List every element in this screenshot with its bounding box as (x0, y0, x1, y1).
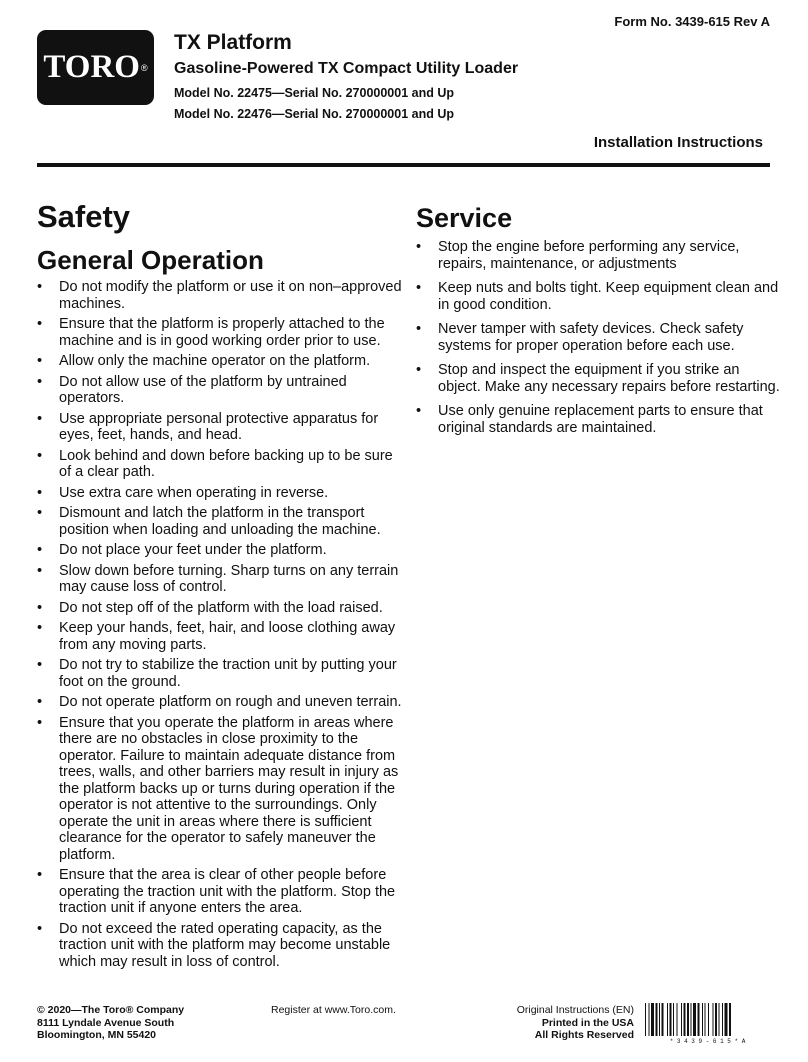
company-address (37, 1004, 184, 1042)
barcode-bar (670, 1003, 672, 1036)
model-line: Model No. 22475—Serial No. 270000001 and Up (174, 86, 454, 100)
barcode-bar (684, 1003, 686, 1036)
list-item: • Keep your hands, feet, hair, and loose clothing away from any moving parts. (36, 620, 406, 653)
barcode (645, 1003, 770, 1044)
general-operation-heading: General Operation (37, 245, 264, 275)
barcode-bar (691, 1003, 692, 1036)
list-item: • Allow only the machine operator on the platform. (36, 353, 406, 370)
service-heading: Service (416, 203, 513, 233)
address-line: Bloomington, MN 55420 (37, 1029, 157, 1041)
barcode-bar (702, 1003, 703, 1036)
list-item: • Ensure that you operate the platform in areas where there are no obstacles in close proximity to the operator. Failure to maintain adequate distance from trees, walls, and other barriers may result in injury as the platform backs up or turns during operation if the operator is not attentive to the surroundings. Only operate the unit in areas where there is sufficient clearance for the operator to safely maneuver the platform. (36, 715, 406, 864)
list-item: • Do not exceed the rated operating capacity, as the traction unit with the platform may become unstable which may result in loss of control. (36, 921, 406, 971)
printed-in: Printed in the USA (541, 1016, 634, 1029)
barcode-bar (719, 1003, 720, 1036)
list-item: • Stop and inspect the equipment if you strike an object. Make any necessary repairs before restarting. (415, 362, 780, 395)
model-line: Model No. 22476—Serial No. 270000001 and Up (174, 107, 454, 121)
list-item: • Slow down before turning. Sharp turns on any terrain may cause loss of control. (36, 563, 406, 596)
register-link: Register at www.Toro.com. (271, 1004, 396, 1016)
barcode-bar (715, 1003, 717, 1036)
barcode-bar (645, 1003, 646, 1036)
barcode-bar (698, 1003, 700, 1036)
address-line: 8111 Lyndale Avenue South (37, 1016, 175, 1029)
list-item: • Stop the engine before performing any service, repairs, maintenance, or adjustments (415, 239, 780, 272)
service-list (415, 239, 780, 444)
list-item: • Never tamper with safety devices. Check safety systems for proper operation before each use. (415, 321, 780, 354)
registered-mark: ® (140, 62, 148, 73)
barcode-bar (656, 1003, 658, 1036)
list-item: • Do not step off of the platform with the load raised. (36, 600, 406, 617)
barcode-bar (667, 1003, 668, 1036)
list-item: • Use appropriate personal protective apparatus for eyes, feet, hands, and head. (36, 411, 406, 444)
product-title: TX Platform (174, 31, 292, 54)
barcode-bar (725, 1003, 728, 1036)
copyright: © 2020—The Toro® Company (37, 1004, 185, 1016)
document-type: Installation Instructions (593, 134, 763, 151)
barcode-bar (687, 1003, 689, 1036)
barcode-text: * 3 4 3 9 - 6 1 5 * A (669, 1038, 746, 1044)
barcode-bar (681, 1003, 682, 1036)
form-number: Form No. 3439-615 Rev A (614, 14, 770, 29)
list-item: • Look behind and down before backing up to be sure of a clear path. (36, 448, 406, 481)
print-info (505, 1004, 634, 1042)
list-item: • Keep nuts and bolts tight. Keep equipment clean and in good condition. (415, 280, 780, 313)
barcode-bar (649, 1003, 650, 1036)
general-operation-list (36, 279, 406, 974)
list-item: • Ensure that the area is clear of other people before operating the traction unit with the platform. Stop the traction unit if anyone enters the area. (36, 867, 406, 917)
list-item: • Dismount and latch the platform in the transport position when loading and unloading the machine. (36, 505, 406, 538)
toro-logo (37, 30, 154, 105)
barcode-bar (677, 1003, 678, 1036)
list-item: • Do not try to stabilize the traction unit by putting your foot on the ground. (36, 657, 406, 690)
list-item: • Do not modify the platform or use it on non–approved machines. (36, 279, 406, 312)
barcode-bar (708, 1003, 709, 1036)
barcode-bar (722, 1003, 723, 1036)
header-divider (37, 163, 770, 167)
original-instructions: Original Instructions (EN) (516, 1004, 634, 1016)
list-item: • Do not allow use of the platform by untrained operators. (36, 374, 406, 407)
barcode-bar (729, 1003, 731, 1036)
barcode-bar (693, 1003, 696, 1036)
barcode-bar (662, 1003, 664, 1036)
list-item: • Ensure that the platform is properly attached to the machine and is in good working order prior to use. (36, 316, 406, 349)
list-item: • Do not operate platform on rough and uneven terrain. (36, 694, 406, 711)
logo-text: TORO (43, 49, 140, 85)
list-item: • Use extra care when operating in reverse. (36, 485, 406, 502)
product-subtitle: Gasoline-Powered TX Compact Utility Loader (174, 60, 519, 77)
rights: All Rights Reserved (534, 1029, 634, 1041)
list-item: • Do not place your feet under the platform. (36, 542, 406, 559)
barcode-bar (659, 1003, 660, 1036)
barcode-bar (713, 1003, 714, 1036)
list-item: • Use only genuine replacement parts to ensure that original standards are maintained. (415, 403, 780, 436)
safety-heading: Safety (37, 199, 131, 234)
barcode-bar (673, 1003, 674, 1036)
barcode-bar (705, 1003, 706, 1036)
barcode-bar (651, 1003, 654, 1036)
